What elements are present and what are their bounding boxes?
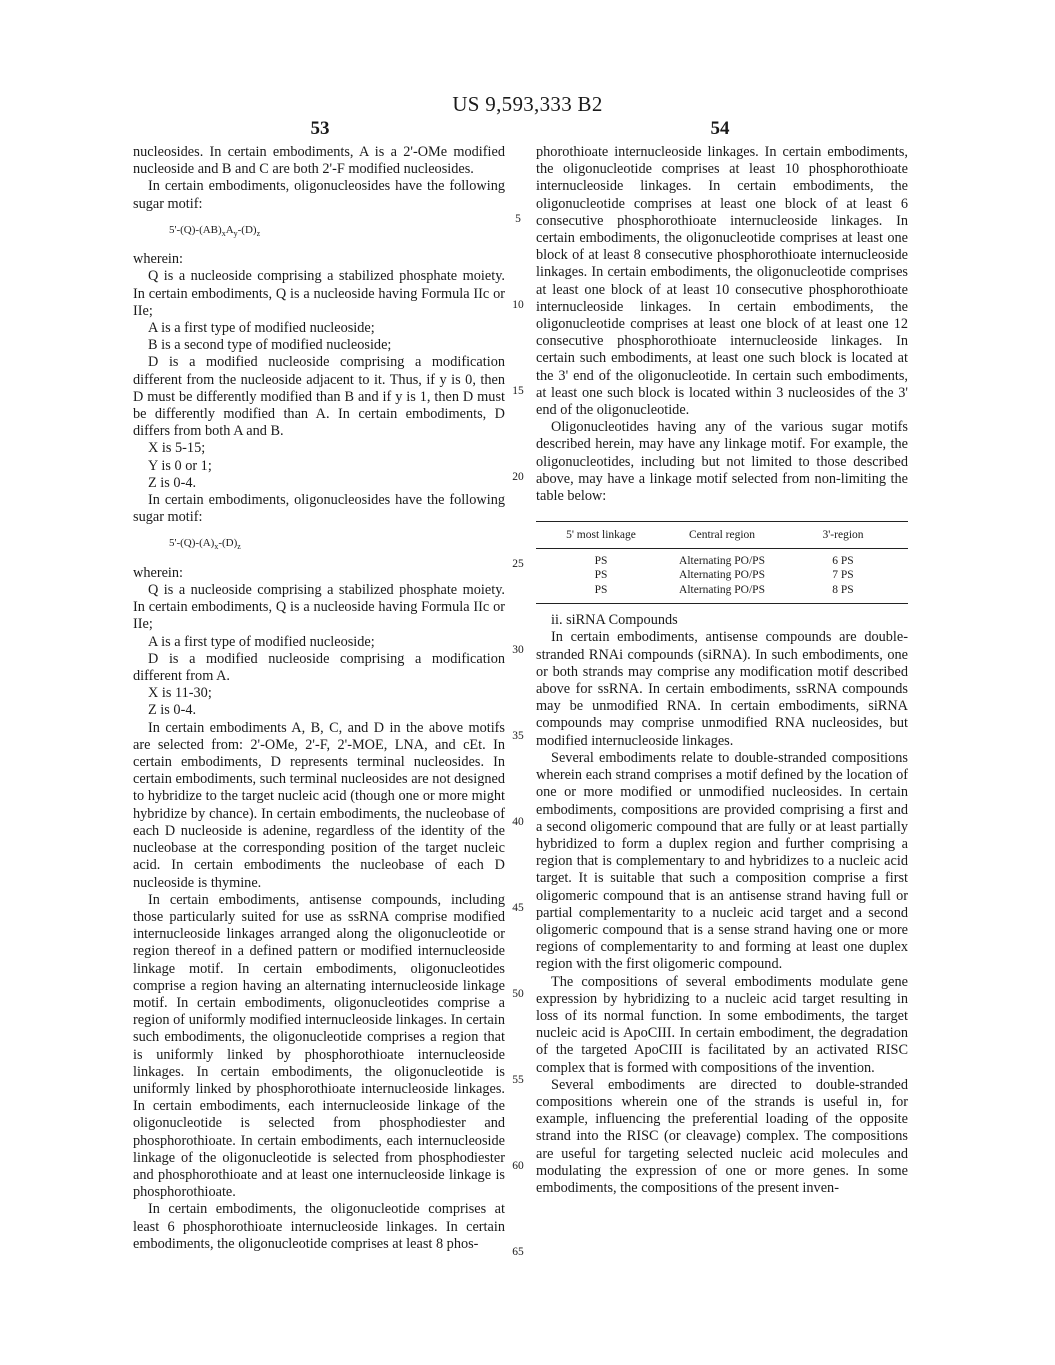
line-number: 65 [512,1246,524,1258]
line-number: 10 [512,299,524,311]
table-cell: Alternating PO/PS [679,554,765,567]
table-cell: PS [594,569,608,582]
formula-2: $5'-(Q)-(A)_x-(D)_z$ [169,537,241,552]
table-rule [536,603,908,604]
paragraph: In certain embodiments, antisense compounds are double-stranded RNAi compounds (siRNA). In such embodiments, one or both strands may comprise any modification motif described above for ssRNA. In certain embodiments, ssRNA compounds may be unmodified RNA. In certain embodiments, siRNA compounds may comprise unmodified RNA nucleosides, but modified internucleoside linkages. [536,629,908,749]
table-header-cell: Central region [688,529,756,542]
line-number: 30 [512,644,524,656]
paragraph: Several embodiments relate to double-stranded compositions wherein each strand comprises a motif defined by the location of one or more modified or unmodified nucleosides. In certain embodiments, compositions are provided comprising a first and a second oligomeric compound that are fully or at least partially hybridized to form a duplex region and further comprising a region that is complementary to and hybridizes to a nucleic acid target. It is suitable that such a composition comprise a first oligomeric compound that is an antisense strand having full or partial complementarity to a nucleic acid target and a second oligomeric compound that is a sense strand having one or more regions of complementarity to and forming at least one duplex region with the first oligomeric compound. [536,749,908,973]
paragraph: In certain embodiments, oligonucleosides have the following sugar motif: [133,178,505,212]
definition: B is a second type of modified nucleoside; [148,337,392,354]
paragraph: nucleosides. In certain embodiments, A is a 2'-OMe modified nucleoside and B and C are both 2'-F modified nucleosides. [133,144,505,178]
definition: X is 5-15; [148,440,206,457]
definition: Y is 0 or 1; [148,457,212,474]
definition: Z is 0-4. [148,474,197,491]
line-number: 55 [512,1074,524,1086]
line-number: 35 [512,730,524,742]
paragraph: In certain embodiments, oligonucleosides have the following sugar motif: [133,492,505,526]
line-number: 50 [512,988,524,1000]
paragraph: phorothioate internucleoside linkages. In certain embodiments, the oligonucleotide comprises at least 10 phosphorothioate internucleoside linkages. In certain embodiments, the oligonucleotide comprises at least one block of at least 6 consecutive phosphorothioate internucleoside linkages. In certain embodiments, the oligonucleotide comprises at least one block of at least 8 consecutive phosphorothioate internucleoside linkages. In certain embodiments, the oligonucleotide comprises at least one block of at least 10 consecutive phosphorothioate internucleoside linkages. In certain embodiments, the oligonucleotide comprises at least one block of at least one 12 consecutive phosphorothioate internucleoside linkages. In certain such embodiments, at least one such block is located at the 3' end of the oligonucleotide. In certain such embodiments, at least one such block is located within 3 nucleosides of the 3' end of the oligonucleotide. [536,144,908,419]
left-column [133,144,505,1253]
left-page-number: 53 [310,118,330,139]
line-number: 40 [512,816,524,828]
paragraph: In certain embodiments A, B, C, and D in the above motifs are selected from: 2'-OMe, 2'-F, 2'-MOE, LNA, and cEt. In certain embodiments, D represents terminal nucleosides. In certain embodiments, such terminal nucleosides are not designed to hybridize to the target nucleic acid (though one or more might hybridize by chance). In certain embodiments, the nucleobase of each D nucleoside is adenine, regardless of the identity of the nucleobase at the corresponding position of the target nucleic acid. In certain embodiments the nucleobase of each D nucleoside is thymine. [133,719,505,891]
table-cell: 7 PS [832,569,854,582]
table-header-cell: 3'-region [822,529,864,542]
definition: A is a first type of modified nucleoside; [148,633,375,650]
wherein-label: wherein: [133,251,184,268]
table-body [536,549,908,604]
line-number: 15 [512,385,524,397]
table-header-row [536,522,908,548]
table-row [536,583,908,598]
definition: X is 11-30; [148,685,212,702]
formula-1: $5'-(Q)-(AB)_xA_y-(D)_z$ [169,223,261,238]
line-number: 20 [512,471,524,483]
line-number: 60 [512,1160,524,1172]
right-page-number: 54 [710,118,730,139]
definition: Z is 0-4. [148,702,197,719]
definition: Q is a nucleoside comprising a stabilized phosphate moiety. In certain embodiments, Q is a nucleoside having Formula IIc or IIe; [133,582,505,633]
definition: A is a first type of modified nucleoside; [148,320,375,337]
paragraph: Several embodiments are directed to double-stranded compositions wherein one of the strands is useful in, for example, influencing the preferential loading of the opposite strand into the RISC (or cleavage) complex. The compositions are useful for targeting selected nucleic acid molecules and modulating the expression of one or more genes. In some embodiments, the compositions of the present inven- [536,1076,908,1196]
linkage-motif-table [536,521,908,604]
paragraph: The compositions of several embodiments modulate gene expression by hybridizing to a nucleic acid target resulting in loss of its normal function. In some embodiments, the target nucleic acid is ApoCIII. In certain embodiment, the degradation of the targeted ApoCIII is facilitated by an activated RISC complex that is formed with compositions of the invention. [536,973,908,1076]
table-cell: 6 PS [832,554,854,567]
wherein-label: wherein: [133,564,184,581]
line-number: 5 [515,213,521,225]
line-number: 25 [512,558,524,570]
table-header-cell: 5' most linkage [566,529,636,542]
definition: D is a modified nucleoside comprising a modification different from the nucleoside adjacent to it. Thus, if y is 0, then D must be differently modified than B and if y is 1, then D must be differently modified than A. In certain embodiments, D differs from both A and B. [133,354,505,440]
section-heading: ii. siRNA Compounds [551,612,678,629]
definition: D is a modified nucleoside comprising a modification different from A. [133,650,505,685]
right-column [536,144,908,1197]
paragraph: In certain embodiments, antisense compounds, including those particularly suited for use as ssRNA comprise modified internucleoside linkages arranged along the oligonucleotide or region thereof in a defined pattern or modified internucleoside linkage motif. In certain embodiments, oligonucleotides comprise a region having an alternating internucleoside linkage motif. In certain embodiments, oligonucleotides comprise a region of uniformly modified internucleoside linkages. In certain such embodiments, the oligonucleotide comprises a region that is uniformly linked by phosphorothioate internucleoside linkages. In certain embodiments, the oligonucleotide is uniformly linked by phosphorothioate internucleoside linkages. In certain embodiments, each internucleoside linkage of the oligonucleotide is selected from phosphodiester and phosphorothioate. In certain embodiments, each internucleoside linkage of the oligonucleotide is selected from phosphodiester and phosphorothioate and at least one internucleoside linkage is phosphorothioate. [133,891,505,1201]
paragraph: In certain embodiments, the oligonucleotide comprises at least 6 phosphorothioate internucleoside linkages. In certain embodiments, the oligonucleotide comprises at least 8 phos- [133,1201,505,1252]
table-cell: Alternating PO/PS [679,583,765,596]
definition: Q is a nucleoside comprising a stabilized phosphate moiety. In certain embodiments, Q is a nucleoside having Formula IIc or IIe; [133,268,505,319]
paragraph: Oligonucleotides having any of the various sugar motifs described herein, may have any linkage motif. For example, the oligonucleotides, including but not limited to those described above, may have a linkage motif selected from non-limiting the table below: [536,419,908,505]
table-cell: PS [594,554,608,567]
table-row [536,554,908,569]
table-cell: 8 PS [832,583,854,596]
line-number: 45 [512,902,524,914]
table-cell: Alternating PO/PS [679,569,765,582]
table-cell: PS [594,583,608,596]
patent-number: US 9,593,333 B2 [452,92,603,116]
table-row [536,568,908,583]
